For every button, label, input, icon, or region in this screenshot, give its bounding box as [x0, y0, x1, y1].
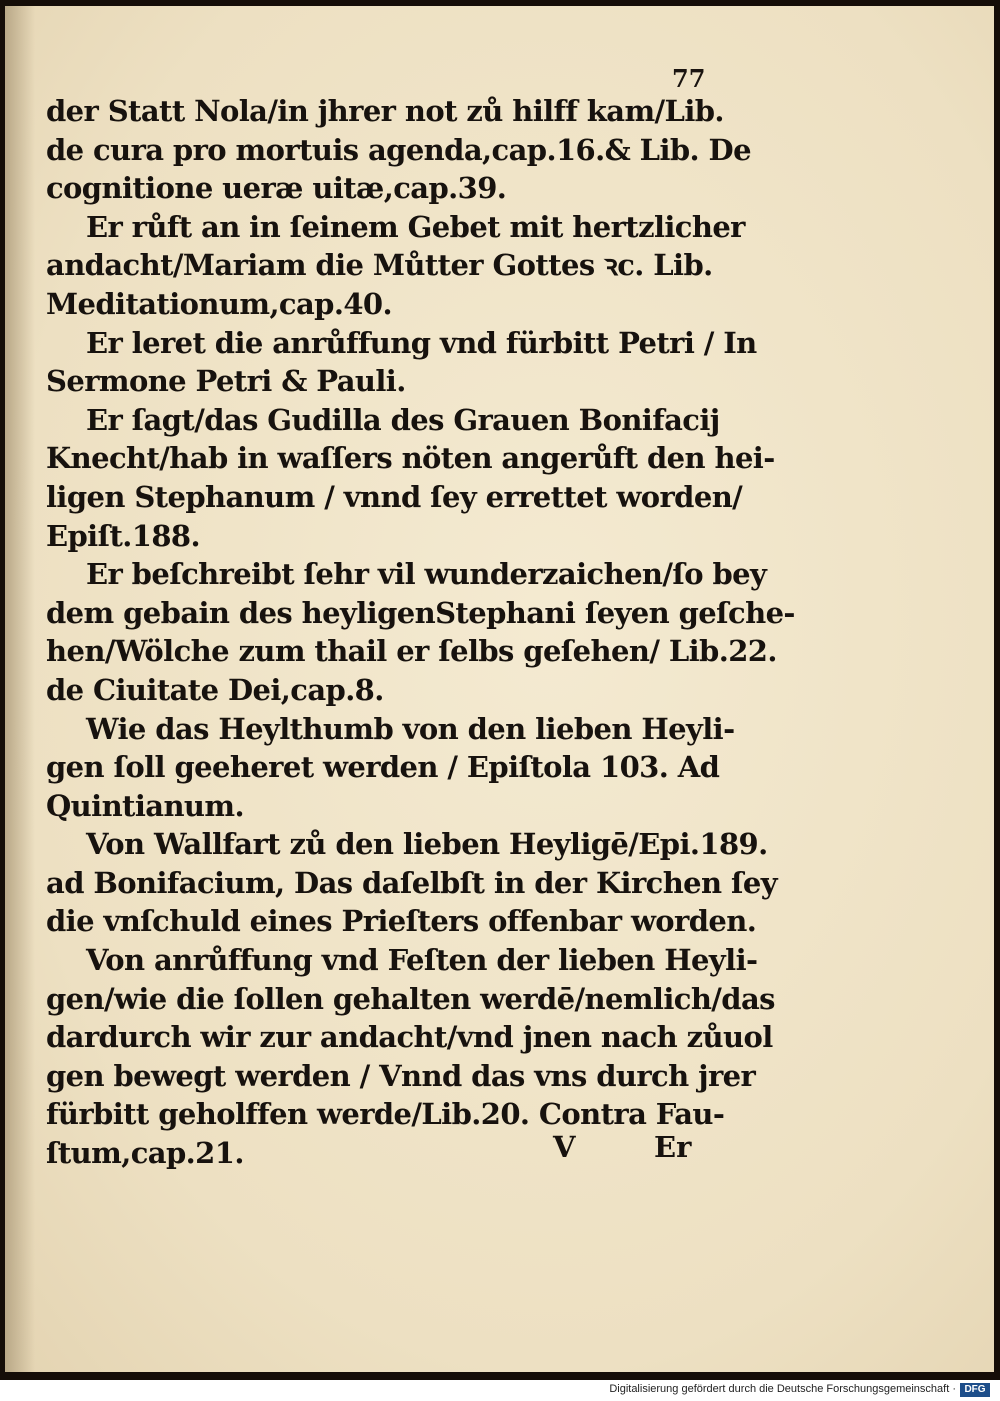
text-line: hen/Wölche zum thail er ſelbs geſehen/ Lib.22. [46, 634, 777, 669]
text-line: fürbitt geholffen werde/Lib.20. Contra Fau- [46, 1097, 725, 1132]
text-line: Epiſt.188. [46, 518, 200, 553]
text-line: Er ſagt/das Gudilla des Grauen Bonifacij [86, 402, 720, 437]
text-line: Meditationum,cap.40. [46, 286, 393, 321]
text-line: Von anrůffung vnd Feſten der lieben Heyli- [86, 943, 758, 978]
text-line: die vnſchuld eines Prieſters offenbar worden. [46, 904, 757, 939]
text-line: gen ſoll geeheret werden / Epiſtola 103. Ad [46, 750, 720, 785]
text-line: de Ciuitate Dei,cap.8. [46, 672, 384, 707]
funding-credit: Digitalisierung gefördert durch die Deutsche Forschungsgemeinschaft · [609, 1383, 956, 1395]
text-line: de cura pro mortuis agenda,cap.16.& Lib. De [46, 132, 751, 167]
text-line: andacht/Mariam die Můtter Gottes ꝛc. Lib. [46, 248, 713, 283]
catchword: Er [654, 1130, 692, 1164]
text-line: Knecht/hab in waſſers nöten angerůft den hei- [46, 441, 775, 476]
page-gutter-shadow [5, 6, 35, 1372]
text-line: gen bewegt werden / Vnnd das vns durch jrer [46, 1058, 756, 1093]
text-line: cognitione ueræ uitæ,cap.39. [46, 171, 507, 206]
text-block [46, 92, 795, 1173]
signature-mark: V [553, 1130, 576, 1164]
text-line: ligen Stephanum / vnnd ſey errettet worden/ [46, 479, 743, 514]
text-line: der Statt Nola/in jhrer not zů hilff kam/Lib. [46, 94, 724, 128]
text-line: Er růft an in ſeinem Gebet mit hertzlicher [86, 209, 745, 244]
text-line: Er leret die anrůffung vnd fürbitt Petri / In [86, 325, 757, 360]
dfg-logo: DFG [960, 1383, 990, 1397]
footer-bar [0, 1380, 1000, 1401]
text-line: dem gebain des heyligenStephani ſeyen geſche- [46, 595, 795, 630]
text-line: Quintianum. [46, 788, 245, 823]
text-line: dardurch wir zur andacht/vnd jnen nach zůuol [46, 1020, 773, 1055]
text-line: Er beſchreibt ſehr vil wunderzaichen/ſo bey [86, 557, 767, 592]
text-line: ad Bonifacium, Das daſelbſt in der Kirchen ſey [46, 865, 777, 900]
text-line: gen/wie die ſollen gehalten werdē/nemlich/das [46, 981, 775, 1016]
folio-number: 77 [672, 64, 706, 93]
text-line: Von Wallfart zů den lieben Heyligē/Epi.189. [86, 827, 768, 862]
text-line: Wie das Heylthumb von den lieben Heyli- [86, 711, 735, 746]
text-line: Sermone Petri & Pauli. [46, 364, 406, 399]
text-line: ſtum,cap.21. [46, 1136, 244, 1171]
